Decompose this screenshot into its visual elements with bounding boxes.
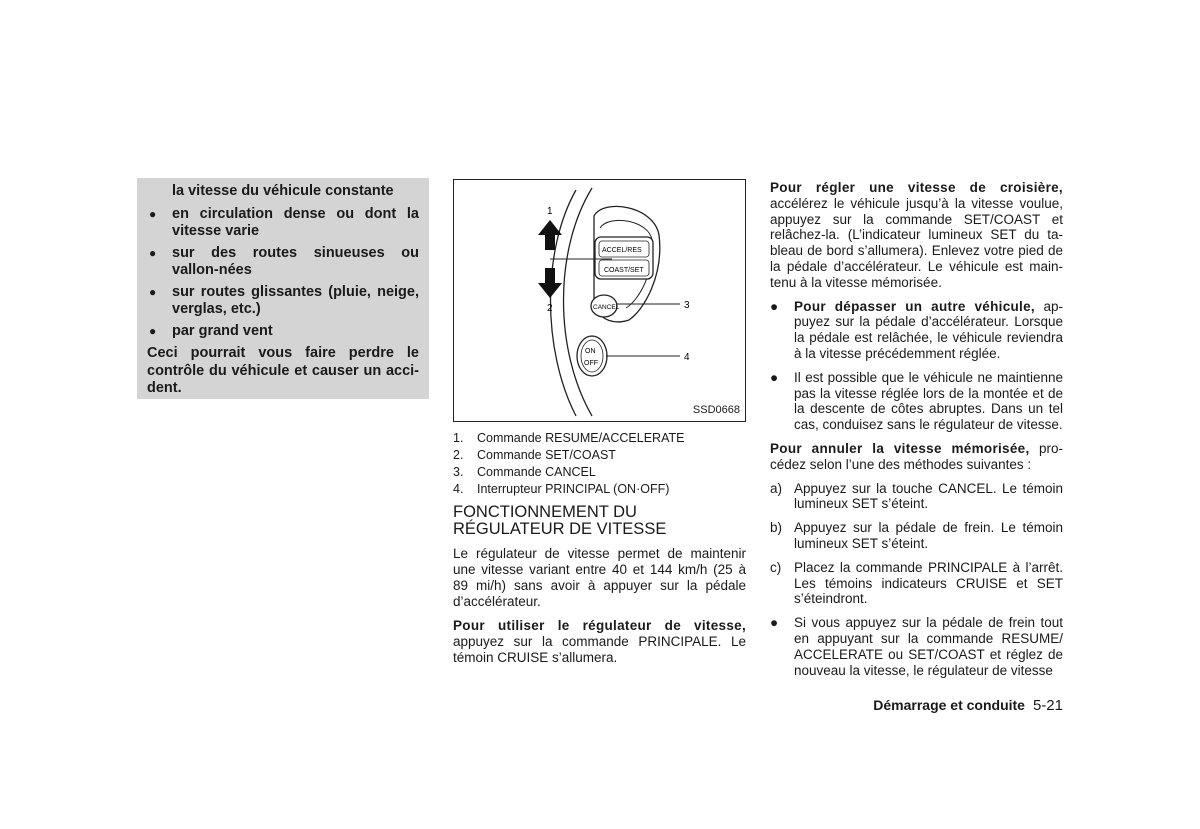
warning-list [147,206,419,341]
warning-item: ● par grand vent [149,322,273,339]
set-speed-paragraph: Pour régler une vitesse de croisière, accélérez le véhicule jusqu’à la vitesse voulue, appuyez sur la commande SET/COAST et relâchez-la. (L’indicateur lumineux SET du ta-bleau de bord s’allumera). Enlevez votre pied de la pédale d’accélérateur. Le véhicule est main-tenu à la vitesse mémorisée. [770,180,1063,290]
on-label: ON [585,348,596,355]
bullet-icon: ● [770,369,779,385]
figure-captions [453,430,746,498]
bullet-icon: ● [149,284,157,299]
caption-item: 3. Commande CANCEL [453,465,596,479]
callout-4: 4 [684,352,690,363]
bullet-icon: ● [770,615,779,631]
callout-3: 3 [684,300,690,311]
caption-item: 1. Commande RESUME/ACCELERATE [453,431,685,445]
method-item: c) Placez la commande PRINCIPALE à l’arrêt. Les témoins indicateurs CRUISE et SET s’éteindront. [770,559,1063,607]
section-title: FONCTIONNEMENT DU RÉGULATEUR DE VITESSE [453,503,667,538]
off-label: OFF [584,360,598,367]
warning-continuation: la vitesse du véhicule constante [172,183,394,199]
bullet-item: ● Il est possible que le véhicule ne maintienne pas la vitesse réglée lors de la montée et de la descente de côtes abruptes. Dans un tel cas, conduisez sans le régulateur de vitesse. [770,369,1063,433]
method-list [770,481,1063,679]
bullet-item: ● Pour dépasser un autre véhicule, ap-puyez sur la pédale d’accélérateur. Lorsque la pédale est relâchée, le véhicule reviendra à la vitesse précédemment réglée. [770,298,1064,361]
bullet-list [770,299,1063,433]
bullet-icon: ● [149,245,157,260]
column-middle [453,179,746,674]
callout-1: 1 [547,206,553,217]
warning-item: ● en circulation dense ou dont la vitesse varie [149,205,419,239]
use-paragraph: Pour utiliser le régulateur de vitesse, appuyez sur la commande PRINCIPALE. Le témoin CRUISE s’allumera. [453,618,746,665]
bullet-icon: ● [149,323,157,338]
warning-item: ● sur routes glissantes (pluie, neige, verglas, etc.) [149,283,419,317]
method-item: b) Appuyez sur la pédale de frein. Le témoin lumineux SET s’éteint. [770,520,1063,551]
bullet-icon: ● [149,206,157,221]
accel-res-label: ACCEL/RES [602,247,642,254]
page-footer [840,697,1063,714]
coast-set-label: COAST/SET [604,267,644,274]
figure-code: SSD0668 [692,404,740,416]
page-number: 5-21 [1032,697,1063,714]
footer-title: Démarrage et conduite [873,697,1025,713]
caption-item: 4. Interrupteur PRINCIPAL (ON·OFF) [453,482,670,496]
caption-item: 2. Commande SET/COAST [453,448,616,462]
warning-box [137,178,429,399]
bullet-item: ● Si vous appuyez sur la pédale de frein tout en appuyant sur la commande RESUME/ ACCELERATE ou SET/COAST et réglez de nouveau la vitesse, le régulateur de vitesse [770,615,1063,678]
column-right [770,180,1063,686]
steering-switch-illustration [454,180,745,421]
cruise-control-figure [453,179,746,422]
warning-item: ● sur des routes sinueuses ou vallon-nées [149,244,419,278]
cancel-label: CANCEL [593,304,620,311]
bullet-icon: ● [770,298,779,314]
arrow-up-icon [538,220,562,250]
intro-paragraph: Le régulateur de vitesse permet de maintenir une vitesse variant entre 40 et 144 km/h (25 à 89 mi/h) sans avoir à appuyer sur la pédale d’accélérateur. [453,546,746,609]
arrow-down-icon [538,268,562,298]
method-item: a) Appuyez sur la touche CANCEL. Le témoin lumineux SET s’éteint. [770,480,1063,512]
cancel-paragraph: Pour annuler la vitesse mémorisée, pro-cédez selon l’une des méthodes suivantes : [770,440,1063,472]
warning-final: Ceci pourrait vous faire perdre le contrôle du véhicule et causer un acci-dent. [147,345,419,396]
callout-2: 2 [547,303,553,314]
